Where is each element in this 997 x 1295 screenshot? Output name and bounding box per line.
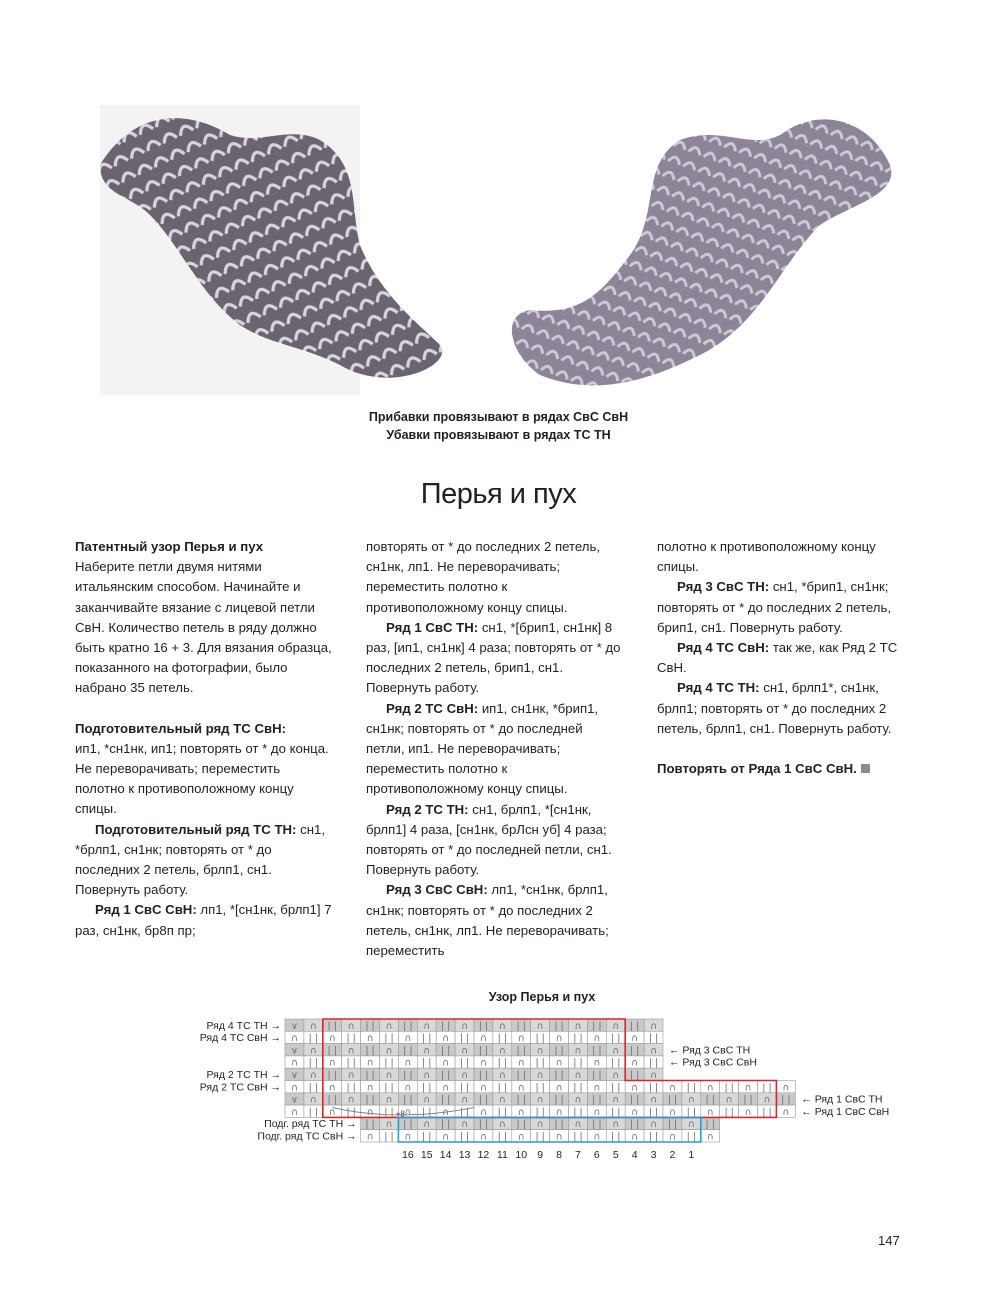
intro-text: Наберите петли двумя нитями итальянским способом. Начинайте и заканчивайте вязание с лицевой петли СвН. Количество петель в ряду должно быть кратно 16 + 3. Для вязания образца, показанного на фотографии, было набрано 35 петель. — [75, 559, 332, 696]
stitch-symbol: ∩ — [650, 1020, 658, 1032]
column-number: 4 — [631, 1149, 638, 1161]
stitch-symbol: | | — [592, 1045, 602, 1057]
left-row-label: Ряд 4 ТС СвН → — [199, 1032, 281, 1045]
stitch-symbol: ∩ — [309, 1094, 317, 1106]
stitch-symbol: ∩ — [442, 1131, 450, 1143]
stitch-symbol: ∩ — [631, 1082, 639, 1094]
stitch-symbol: ∩ — [650, 1045, 658, 1057]
stitch-symbol: ∩ — [498, 1020, 506, 1032]
stitch-symbol: ∨ — [290, 1045, 298, 1057]
stitch-symbol: | | — [611, 1033, 621, 1045]
stitch-symbol: ∩ — [555, 1082, 563, 1094]
stitch-symbol: ∩ — [706, 1131, 714, 1143]
stitch-symbol: | | — [592, 1119, 602, 1131]
stitch-symbol: ∩ — [404, 1131, 412, 1143]
row-4b-text: сн1, брлп1*, сн1нк, брлп1; повторять от * до последних 2 петель, брлп1, сн1. Повернуть работу. — [657, 680, 892, 736]
stitch-symbol: ∩ — [517, 1131, 525, 1143]
text-column-1 — [75, 537, 333, 941]
stitch-symbol: | | — [459, 1106, 470, 1118]
stitch-symbol: | | — [554, 1070, 564, 1081]
caption-increases: Прибавки провязывают в рядах СвС СвН — [368, 410, 629, 424]
stitch-chart-svg — [170, 1010, 930, 1170]
stitch-symbol: | | — [403, 1020, 413, 1032]
stitch-symbol: | | — [478, 1045, 489, 1057]
stitch-symbol: | | — [686, 1106, 697, 1118]
stitch-symbol: | | — [346, 1082, 356, 1094]
stitch-symbol: | | — [648, 1033, 659, 1045]
page-number: 147 — [878, 1233, 900, 1248]
stitch-symbol: | | — [497, 1082, 508, 1094]
stitch-symbol: ∩ — [555, 1057, 563, 1069]
stitch-symbol: | | — [478, 1070, 489, 1081]
stitch-symbol: ∩ — [479, 1131, 487, 1143]
stitch-symbol: | | — [762, 1106, 772, 1118]
row-1b-label: Ряд 1 СвС ТН: — [386, 619, 479, 635]
stitch-symbol: ∩ — [423, 1070, 431, 1081]
column-number: 2 — [669, 1149, 676, 1161]
stitch-symbol: | | — [629, 1020, 640, 1032]
stitch-symbol: ∩ — [442, 1106, 450, 1118]
stitch-symbol: ∨ — [290, 1070, 298, 1081]
stitch-symbol: | | — [308, 1106, 319, 1118]
stitch-symbol: | | — [611, 1082, 621, 1094]
end-square-icon — [861, 764, 870, 773]
stitch-symbol: ∩ — [423, 1020, 431, 1032]
stitch-symbol: ∩ — [574, 1070, 582, 1081]
stitch-symbol: ∩ — [290, 1106, 298, 1118]
row-2b-text: сн1, брлп1, *[сн1нк, брлп1] 4 раза, [сн1нк, брЛсн уб] 4 раза; повторять от * до последней петли, сн1. Повернуть работу. — [366, 801, 612, 878]
stitch-symbol: | | — [573, 1033, 583, 1045]
stitch-symbol: ∩ — [423, 1045, 431, 1057]
stitch-symbol: ∩ — [385, 1045, 393, 1057]
stitch-symbol: | | — [686, 1082, 697, 1094]
stitch-symbol: | | — [554, 1119, 564, 1131]
stitch-symbol: | | — [762, 1082, 772, 1094]
stitch-symbol: | | — [384, 1106, 394, 1118]
stitch-symbol: ∩ — [290, 1082, 298, 1094]
prep-row-1-text: ип1, *сн1нк, ип1; повторять от * до конца. Не переворачивать; переместить полотно к противоположному концу спицы. — [75, 740, 329, 817]
stitch-symbol: ∩ — [593, 1057, 601, 1069]
stitch-symbol: | | — [629, 1119, 640, 1131]
stitch-symbol: | | — [573, 1082, 583, 1094]
stitch-symbol: ∩ — [309, 1070, 317, 1081]
stitch-symbol: | | — [705, 1094, 715, 1106]
stitch-symbol: | | — [459, 1033, 470, 1045]
stitch-symbol: ∩ — [461, 1020, 469, 1032]
row-2a-label: Ряд 2 ТС СвН: — [386, 700, 479, 716]
stitch-symbol: | | — [648, 1057, 659, 1069]
prep-row-2-text: сн1, *брлп1, сн1нк; повторять от * до последних 2 петель, брлп1, сн1. Повернуть работу. — [75, 821, 325, 898]
stitch-symbol: ∩ — [650, 1094, 658, 1106]
stitch-symbol: ∩ — [442, 1057, 450, 1069]
stitch-symbol: ∩ — [555, 1131, 563, 1143]
stitch-symbol: ∩ — [366, 1082, 374, 1094]
stitch-symbol: | | — [459, 1057, 470, 1069]
row-2b-label: Ряд 2 ТС ТН: — [386, 801, 469, 817]
stitch-symbol: | | — [535, 1131, 545, 1143]
column-number: 7 — [575, 1149, 581, 1161]
stitch-symbol: | | — [611, 1131, 621, 1143]
repeat-instruction: Повторять от Ряда 1 СвС СвН. — [657, 761, 857, 777]
stitch-symbol: ∩ — [612, 1020, 620, 1032]
row-1a-continued: повторять от * до последних 2 петель, сн1нк, лп1. Не переворачивать; переместить полотно к противоположному концу спицы. — [366, 539, 601, 615]
stitch-symbol: | | — [686, 1131, 697, 1143]
column-number: 3 — [650, 1149, 657, 1161]
stitch-symbol: ∩ — [744, 1082, 752, 1094]
chart-title: Узор Перья и пух — [488, 990, 596, 1004]
stitch-symbol: ∩ — [517, 1106, 525, 1118]
stitch-symbol: ∩ — [593, 1106, 601, 1118]
prep-row-2-label: Подготовительный ряд ТС ТН: — [95, 821, 297, 837]
stitch-symbol: ∩ — [668, 1082, 676, 1094]
left-row-label: Подг. ряд ТС ТН → — [264, 1118, 357, 1131]
stitch-symbol: | | — [592, 1070, 602, 1081]
stitch-symbol: | | — [365, 1045, 375, 1057]
column-number: 5 — [612, 1149, 619, 1161]
stitch-symbol: ∩ — [404, 1106, 412, 1118]
stitch-chart — [170, 1010, 930, 1170]
right-row-label: ← Ряд 3 СвС ТН — [669, 1044, 751, 1057]
stitch-symbol: | | — [516, 1119, 526, 1131]
stitch-symbol: | | — [535, 1033, 545, 1045]
stitch-symbol: ∩ — [650, 1070, 658, 1081]
stitch-symbol: ∩ — [782, 1082, 790, 1094]
repeat-note: +8 — [395, 1109, 405, 1119]
stitch-symbol: ∩ — [631, 1057, 639, 1069]
stitch-symbol: ∩ — [536, 1045, 544, 1057]
stitch-symbol: ∩ — [574, 1020, 582, 1032]
stitch-symbol: | | — [365, 1020, 375, 1032]
stitch-symbol: | | — [516, 1070, 526, 1081]
stitch-symbol: ∩ — [328, 1082, 336, 1094]
stitch-symbol: ∩ — [442, 1033, 450, 1045]
stitch-symbol: ∩ — [574, 1094, 582, 1106]
stitch-symbol: | | — [422, 1131, 432, 1143]
column-number: 10 — [515, 1149, 528, 1161]
stitch-symbol: ∩ — [328, 1106, 336, 1118]
right-row-label: ← Ряд 1 СвС СвН — [801, 1105, 890, 1118]
stitch-symbol: ∩ — [498, 1094, 506, 1106]
stitch-symbol: ∩ — [328, 1033, 336, 1045]
left-row-label: Ряд 2 ТС СвН → — [199, 1081, 281, 1094]
stitch-symbol: | | — [327, 1045, 337, 1057]
stitch-symbol: ∩ — [366, 1131, 374, 1143]
row-3a-continued: полотно к противоположному концу спицы. — [657, 539, 876, 575]
stitch-symbol: ∩ — [479, 1082, 487, 1094]
stitch-symbol: | | — [648, 1082, 659, 1094]
stitch-symbol: | | — [724, 1106, 734, 1118]
stitch-symbol: | | — [422, 1082, 432, 1094]
stitch-symbol: | | — [308, 1057, 319, 1069]
column-number: 1 — [688, 1149, 695, 1161]
stitch-symbol: ∩ — [423, 1094, 431, 1106]
stitch-symbol: ∩ — [517, 1082, 525, 1094]
stitch-symbol: ∩ — [668, 1106, 676, 1118]
stitch-symbol: ∩ — [612, 1094, 620, 1106]
stitch-symbol: ∩ — [423, 1119, 431, 1131]
column-number: 8 — [556, 1149, 562, 1161]
column-number: 13 — [458, 1149, 471, 1161]
stitch-symbol: | | — [554, 1045, 564, 1057]
stitch-symbol: | | — [327, 1094, 337, 1106]
stitch-symbol: ∩ — [479, 1106, 487, 1118]
stitch-symbol: ∩ — [385, 1070, 393, 1081]
stitch-symbol: ∩ — [347, 1094, 355, 1106]
stitch-symbol: | | — [478, 1020, 489, 1032]
stitch-symbol: | | — [573, 1131, 583, 1143]
stitch-symbol: ∩ — [347, 1045, 355, 1057]
stitch-symbol: ∩ — [593, 1131, 601, 1143]
stitch-symbol: ∩ — [404, 1033, 412, 1045]
stitch-symbol: | | — [648, 1106, 659, 1118]
column-number: 16 — [402, 1149, 414, 1161]
stitch-symbol: | | — [535, 1106, 545, 1118]
stitch-symbol: ∩ — [385, 1094, 393, 1106]
stitch-symbol: ∩ — [366, 1033, 374, 1045]
stitch-symbol: | | — [365, 1070, 375, 1081]
stitch-symbol: | | — [516, 1020, 526, 1032]
stitch-symbol: ∩ — [612, 1070, 620, 1081]
stitch-symbol: | | — [403, 1094, 413, 1106]
stitch-symbol: ∩ — [442, 1082, 450, 1094]
row-4a-text: так же, как Ряд 2 ТС СвН. — [657, 640, 898, 676]
stitch-symbol: | | — [440, 1119, 451, 1131]
row-3b-text: сн1, *брип1, сн1нк; повторять от * до последних 2 петель, брип1, сн1. Повернуть работу. — [657, 579, 892, 635]
stitch-symbol: ∩ — [763, 1094, 771, 1106]
stitch-symbol: ∩ — [593, 1082, 601, 1094]
stitch-symbol: ∩ — [631, 1033, 639, 1045]
row-4b-label: Ряд 4 ТС ТН: — [677, 680, 760, 696]
stitch-symbol: ∩ — [366, 1057, 374, 1069]
stitch-symbol: | | — [535, 1057, 545, 1069]
stitch-symbol: | | — [667, 1094, 678, 1106]
stitch-symbol: | | — [573, 1106, 583, 1118]
left-row-label: Ряд 4 ТС ТН → — [206, 1019, 281, 1032]
page-title: Перья и пух — [420, 478, 577, 510]
stitch-symbol: | | — [403, 1119, 413, 1131]
stitch-symbol: | | — [516, 1045, 526, 1057]
text-column-2 — [366, 537, 624, 961]
stitch-symbol: ∩ — [517, 1057, 525, 1069]
stitch-symbol: | | — [478, 1119, 489, 1131]
stitch-symbol: | | — [516, 1094, 526, 1106]
stitch-symbol: | | — [611, 1057, 621, 1069]
stitch-symbol: | | — [440, 1020, 451, 1032]
stitch-symbol: ∩ — [706, 1106, 714, 1118]
right-swatch — [512, 119, 891, 385]
stitch-symbol: ∩ — [404, 1082, 412, 1094]
stitch-symbol: ∩ — [706, 1082, 714, 1094]
row-2a-text: ип1, сн1нк, *брип1, сн1нк; повторять от * до последней петли, ип1. Не переворачивать; переместить полотно к противоположному концу спицы. — [366, 700, 599, 797]
right-row-label: ← Ряд 3 СвС СвН — [669, 1056, 757, 1069]
stitch-symbol: ∩ — [461, 1070, 469, 1081]
stitch-symbol: | | — [497, 1057, 508, 1069]
stitch-symbol: | | — [346, 1106, 356, 1118]
stitch-symbol: | | — [422, 1106, 432, 1118]
stitch-symbol: ∨ — [290, 1020, 298, 1032]
stitch-symbol: ∩ — [347, 1070, 355, 1081]
stitch-symbol: ∩ — [461, 1045, 469, 1057]
stitch-symbol: ∩ — [650, 1119, 658, 1131]
stitch-symbol: | | — [667, 1119, 678, 1131]
stitch-symbol: | | — [573, 1057, 583, 1069]
stitch-symbol: | | — [724, 1082, 734, 1094]
column-number: 12 — [477, 1149, 490, 1161]
stitch-symbol: ∩ — [347, 1020, 355, 1032]
stitch-symbol: | | — [592, 1020, 602, 1032]
stitch-symbol: | | — [440, 1094, 451, 1106]
stitch-symbol: ∩ — [498, 1119, 506, 1131]
stitch-symbol: ∩ — [574, 1045, 582, 1057]
stitch-symbol: | | — [403, 1070, 413, 1081]
text-column-3 — [657, 537, 915, 779]
stitch-symbol: ∩ — [385, 1020, 393, 1032]
stitch-symbol: ∩ — [612, 1045, 620, 1057]
stitch-symbol: | | — [554, 1094, 564, 1106]
stitch-symbol: ∩ — [744, 1106, 752, 1118]
stitch-symbol: ∩ — [309, 1045, 317, 1057]
stitch-symbol: | | — [629, 1070, 640, 1081]
stitch-symbol: ∩ — [668, 1131, 676, 1143]
pattern-heading: Патентный узор Перья и пух — [75, 539, 264, 554]
stitch-symbol: ∩ — [593, 1033, 601, 1045]
stitch-symbol: ∩ — [555, 1033, 563, 1045]
stitch-symbol: ∩ — [309, 1020, 317, 1032]
stitch-symbol: | | — [497, 1106, 508, 1118]
row-1b-text: сн1, *[брип1, сн1нк] 8 раз, [ип1, сн1нк] 4 раза; повторять от * до последних 2 петель, брип1, сн1. Повернуть работу. — [366, 619, 621, 696]
stitch-symbol: ∩ — [687, 1094, 695, 1106]
left-row-label: Ряд 2 ТС ТН → — [206, 1069, 281, 1081]
stitch-symbol: | | — [459, 1131, 470, 1143]
stitch-symbol: | | — [384, 1082, 394, 1094]
stitch-symbol: ∨ — [290, 1094, 298, 1106]
stitch-symbol: ∩ — [536, 1020, 544, 1032]
stitch-symbol: | | — [422, 1057, 432, 1069]
stitch-symbol: ∩ — [461, 1094, 469, 1106]
stitch-symbol: | | — [705, 1119, 715, 1131]
left-row-label: Подг. ряд ТС СвН → — [257, 1130, 357, 1143]
stitch-symbol: | | — [422, 1033, 432, 1045]
stitch-symbol: ∩ — [366, 1106, 374, 1118]
row-1a-text: лп1, *[сн1нк, брлп1] 7 раз, сн1нк, бр8п пр; — [75, 902, 332, 938]
stitch-symbol: | | — [384, 1131, 394, 1143]
stitch-symbol: | | — [611, 1106, 621, 1118]
stitch-symbol: ∩ — [479, 1057, 487, 1069]
stitch-symbol: ∩ — [555, 1106, 563, 1118]
stitch-symbol: | | — [497, 1131, 508, 1143]
stitch-symbol: ∩ — [290, 1033, 298, 1045]
right-row-label: ← Ряд 1 СвС ТН — [801, 1093, 883, 1106]
stitch-symbol: | | — [629, 1094, 640, 1106]
stitch-symbol: ∩ — [498, 1045, 506, 1057]
stitch-symbol: ∩ — [290, 1057, 298, 1069]
stitch-symbol: ∩ — [536, 1119, 544, 1131]
stitch-symbol: | | — [554, 1020, 564, 1032]
prep-row-1-label: Подготовительный ряд ТС СвН: — [75, 720, 287, 736]
stitch-symbol: ∩ — [631, 1106, 639, 1118]
row-1a-label: Ряд 1 СвС СвН: — [95, 902, 197, 918]
stitch-symbol: ∩ — [404, 1057, 412, 1069]
stitch-symbol: ∩ — [328, 1057, 336, 1069]
stitch-symbol: | | — [781, 1094, 791, 1106]
row-4a-label: Ряд 4 ТС СвН: — [677, 640, 770, 656]
stitch-symbol: | | — [459, 1082, 470, 1094]
stitch-symbol: ∩ — [536, 1094, 544, 1106]
column-number: 14 — [439, 1149, 452, 1161]
column-number: 15 — [420, 1149, 433, 1161]
stitch-symbol: | | — [592, 1094, 602, 1106]
stitch-symbol: ∩ — [536, 1070, 544, 1081]
column-number: 11 — [496, 1149, 508, 1161]
stitch-symbol: | | — [384, 1033, 394, 1045]
stitch-symbol: | | — [384, 1057, 394, 1069]
stitch-symbol: ∩ — [517, 1033, 525, 1045]
swatch-photos — [60, 95, 930, 415]
stitch-symbol: ∩ — [461, 1119, 469, 1131]
stitch-symbol: | | — [365, 1119, 375, 1131]
row-3a-label: Ряд 3 СвС СвН: — [386, 882, 488, 898]
stitch-symbol: ∩ — [687, 1119, 695, 1131]
stitch-symbol: ∩ — [574, 1119, 582, 1131]
stitch-symbol: ∩ — [498, 1070, 506, 1081]
stitch-symbol: ∩ — [612, 1119, 620, 1131]
row-3a-text: лп1, *сн1нк, брлп1, сн1нк; повторять от * до последних 2 петель, сн1нк, лп1. Не переворачивать; переместить — [366, 882, 609, 959]
stitch-symbol: | | — [365, 1094, 375, 1106]
row-3b-label: Ряд 3 СвС ТН: — [677, 579, 770, 595]
stitch-symbol: | | — [346, 1033, 356, 1045]
stitch-symbol: | | — [403, 1045, 413, 1057]
stitch-symbol: ∩ — [385, 1119, 393, 1131]
stitch-symbol: ∩ — [631, 1131, 639, 1143]
stitch-symbol: | | — [648, 1131, 659, 1143]
caption-decreases: Убавки провязывают в рядах ТС ТН — [386, 428, 611, 442]
stitch-symbol: | | — [308, 1033, 319, 1045]
stitch-symbol: | | — [308, 1082, 319, 1094]
column-number: 6 — [593, 1149, 600, 1161]
stitch-symbol: | | — [327, 1070, 337, 1081]
stitch-symbol: | | — [346, 1057, 356, 1069]
column-number: 9 — [537, 1149, 544, 1161]
stitch-symbol: | | — [535, 1082, 545, 1094]
stitch-symbol: | | — [440, 1045, 451, 1057]
stitch-symbol: ∩ — [479, 1033, 487, 1045]
stitch-symbol: | | — [743, 1094, 753, 1106]
stitch-symbol: | | — [629, 1045, 640, 1057]
stitch-symbol: | | — [478, 1094, 489, 1106]
stitch-symbol: | | — [327, 1020, 337, 1032]
stitch-symbol: | | — [440, 1070, 451, 1081]
stitch-symbol: | | — [497, 1033, 508, 1045]
stitch-symbol: ∩ — [782, 1106, 790, 1118]
stitch-symbol: ∩ — [725, 1094, 733, 1106]
